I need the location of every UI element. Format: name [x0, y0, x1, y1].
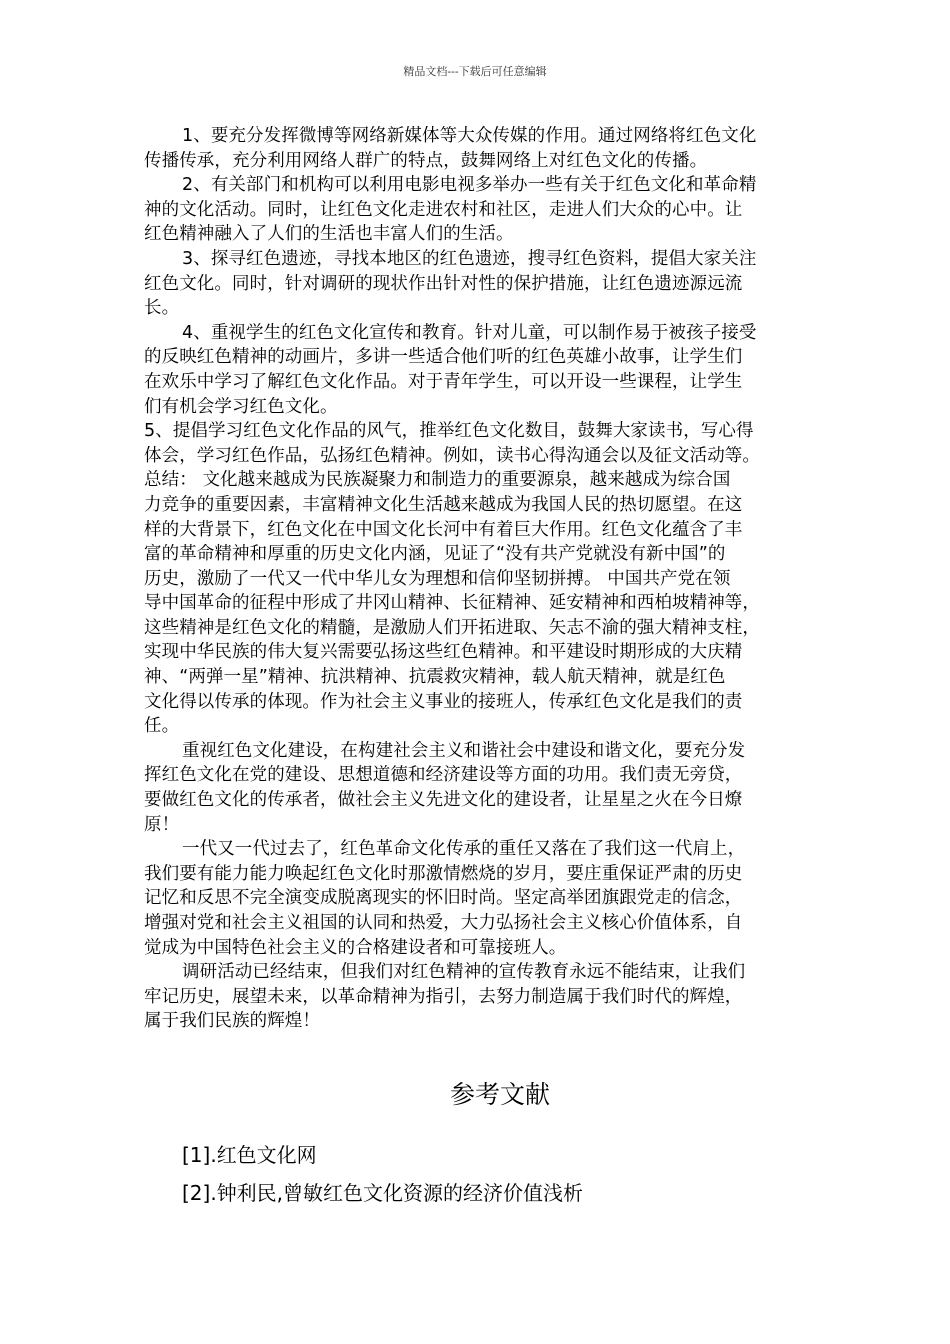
text-line: 觉成为中国特色社会主义的合格建设者和可靠接班人。 [144, 937, 567, 958]
text-line: 神、“两弹一星”精神、抗洪精神、抗震救灾精神，载人航天精神，就是红色 [144, 667, 726, 688]
text-line: 文化得以传承的体现。作为社会主义事业的接班人，传承红色文化是我们的责 [144, 691, 743, 712]
text-line: 我们要有能力能力唤起红色文化时那激情燃烧的岁月，要庄重保证严肃的历史 [144, 863, 743, 884]
text-line: 3、探寻红色遗迹，寻找本地区的红色遗迹，搜寻红色资料，提倡大家关注 [182, 248, 757, 269]
references-title: 参考文献 [449, 1080, 550, 1109]
text-line: 实现中华民族的伟大复兴需要弘扬这些红色精神。和平建设时期形成的大庆精 [144, 642, 743, 663]
text-line: 红色文化。同时，针对调研的现状作出针对性的保护措施，让红色遗迹源远流 [144, 273, 743, 294]
text-line: 在欢乐中学习了解红色文化作品。对于青年学生，可以开设一些课程，让学生 [144, 371, 743, 392]
text-line: 记忆和反思不完全演变成脱离现实的怀旧时尚。坚定高举团旗跟党走的信念， [144, 888, 743, 909]
text-line: 这些精神是红色文化的精髓，是激励人们开拓进取、矢志不渝的强大精神支柱， [144, 617, 760, 638]
references-list [182, 1136, 583, 1212]
text-line: 长。 [144, 298, 180, 319]
text-line: 要做红色文化的传承者，做社会主义先进文化的建设者，让星星之火在今日燎 [144, 790, 743, 811]
text-line: 历史，激励了一代又一代中华儿女为理想和信仰坚韧拼搏。 中国共产党在领 [144, 568, 731, 589]
reference-item: [2].钟利民,曾敏红色文化资源的经济价值浅析 [182, 1181, 584, 1205]
text-line: 4、重视学生的红色文化宣传和教育。针对儿童，可以制作易于被孩子接受 [182, 322, 757, 343]
text-line: 神的文化活动。同时，让红色文化走进农村和社区，走进人们大众的心中。让 [144, 199, 743, 220]
text-line: 红色精神融入了人们的生活也丰富人们的生活。 [144, 224, 514, 245]
text-line: 总结： 文化越来越成为民族凝聚力和制造力的重要源泉，越来越成为综合国 [144, 470, 731, 491]
reference-item: [1].红色文化网 [182, 1143, 317, 1167]
text-line: 牢记历史，展望未来，以革命精神为指引，去努力制造属于我们时代的辉煌， [144, 986, 743, 1007]
page-header: 精品文档---下载后可任意编辑 [403, 65, 547, 78]
text-line: 1、要充分发挥微博等网络新媒体等大众传媒的作用。通过网络将红色文化 [182, 126, 757, 146]
text-line: 原！ [144, 814, 180, 835]
text-line: 样的大背景下，红色文化在中国文化长河中有着巨大作用。红色文化蕴含了丰 [144, 519, 743, 540]
text-line: 一代又一代过去了，红色革命文化传承的重任又落在了我们这一代肩上， [182, 839, 746, 860]
text-line: 任。 [144, 716, 180, 737]
text-line: 体会，学习红色作品，弘扬红色精神。例如，读书心得沟通会以及征文活动等。 [144, 445, 760, 466]
text-line: 调研活动已经结束，但我们对红色精神的宣传教育永远不能结束，让我们 [182, 962, 746, 983]
text-line: 5、提倡学习红色文化作品的风气，推举红色文化数目，鼓舞大家读书，写心得 [144, 421, 754, 442]
body-text [144, 124, 816, 1034]
text-line: 传播传承，充分利用网络人群广的特点，鼓舞网络上对红色文化的传播。 [144, 150, 708, 171]
text-line: 增强对党和社会主义祖国的认同和热爱，大力弘扬社会主义核心价值体系，自 [144, 913, 743, 933]
text-line: 挥红色文化在党的建设、思想道德和经济建设等方面的功用。我们责无旁贷， [144, 765, 743, 786]
text-line: 们有机会学习红色文化。 [144, 396, 338, 417]
text-line: 力竞争的重要因素，丰富精神文化生活越来越成为我国人民的热切愿望。在这 [144, 494, 743, 515]
text-line: 的反映红色精神的动画片，多讲一些适合他们听的红色英雄小故事，让学生们 [144, 347, 743, 368]
text-line: 重视红色文化建设，在构建社会主义和谐社会中建设和谐文化，要充分发 [182, 740, 746, 761]
text-line: 属于我们民族的辉煌！ [144, 1011, 320, 1032]
text-line: 富的革命精神和厚重的历史文化内涵，见证了“没有共产党就没有新中国”的 [144, 544, 726, 565]
text-line: 2、有关部门和机构可以利用电影电视多举办一些有关于红色文化和革命精 [182, 175, 757, 196]
text-line: 导中国革命的征程中形成了井冈山精神、长征精神、延安精神和西柏坡精神等， [144, 593, 760, 614]
